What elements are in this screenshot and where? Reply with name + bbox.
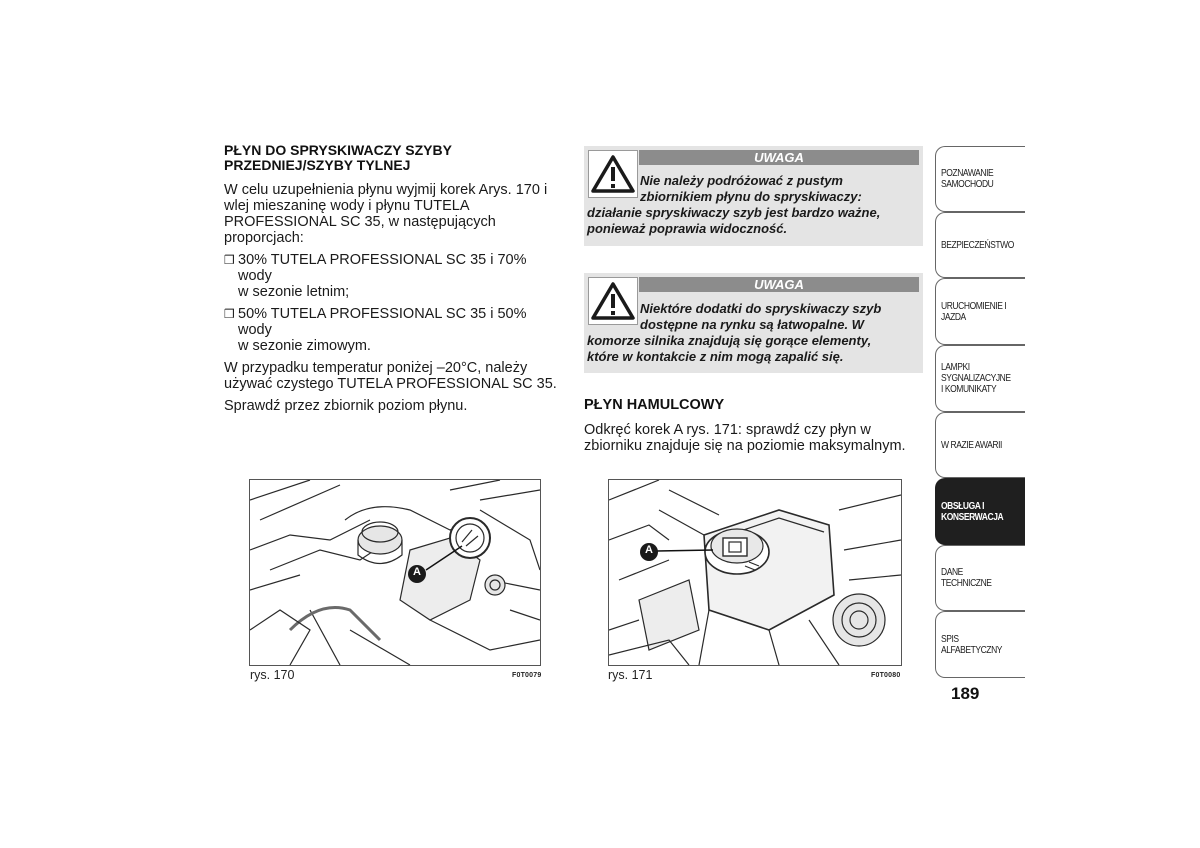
- warning-text-line: Nie należy podróżować z pustym: [640, 173, 843, 188]
- warning-text-line: działanie spryskiwaczy szyb jest bardzo ważne,: [587, 205, 881, 220]
- tab-label: SPIS ALFABETYCZNY: [941, 633, 1003, 656]
- section-heading-washer-fluid: [224, 143, 554, 173]
- warning-box: [584, 273, 923, 373]
- warning-text-line: ponieważ poprawia widoczność.: [587, 221, 788, 236]
- figure-caption: rys. 171: [608, 668, 653, 682]
- warning-text-line: które w kontakcie z nim mogą zapalić się.: [587, 349, 844, 364]
- tab-w-razie-awarii[interactable]: [935, 412, 1025, 478]
- warning-triangle-icon: [588, 150, 638, 198]
- checkbox-bullet-icon: ❒: [224, 307, 235, 321]
- text-line: używać czystego TUTELA PROFESSIONAL SC 35.: [224, 376, 557, 392]
- figure-brake-reservoir: [608, 479, 902, 666]
- warning-text-line: dostępne na rynku są łatwopalne. W: [640, 317, 864, 332]
- tab-poznawanie-samochodu[interactable]: [935, 146, 1025, 212]
- page-number: 189: [951, 684, 980, 703]
- check-paragraph: Sprawdź przez zbiornik poziom płynu.: [224, 398, 468, 414]
- tab-label: LAMPKI SYGNALIZACYJNE I KOMUNIKATY: [941, 362, 1011, 395]
- text-line: W celu uzupełnienia płynu wyjmij korek Arys. 170 i: [224, 182, 548, 198]
- heading-line: PŁYN DO SPRYSKIWACZY SZYBY: [224, 142, 452, 158]
- brake-reservoir-illustration: [609, 480, 901, 665]
- washer-fluid-text: [224, 182, 564, 420]
- callout-marker: A: [645, 544, 653, 556]
- temperature-paragraph: [224, 360, 564, 392]
- tab-label: URUCHOMIENIE I JAZDA: [941, 300, 1007, 323]
- tab-uruchomienie-i-jazda[interactable]: [935, 278, 1025, 345]
- bullet-text: w sezonie letnim;: [238, 284, 350, 300]
- tab-dane-techniczne[interactable]: [935, 545, 1025, 611]
- warning-text-line: zbiornikiem płynu do spryskiwaczy:: [640, 189, 862, 204]
- heading-line: PRZEDNIEJ/SZYBY TYLNEJ: [224, 157, 411, 173]
- warning-text-line: komorze silnika znajdują się gorące elementy,: [587, 333, 872, 348]
- list-item: [224, 252, 564, 300]
- engine-bay-illustration: [250, 480, 540, 665]
- intro-paragraph: [224, 182, 564, 246]
- warning-title: UWAGA: [639, 150, 919, 165]
- warning-title: UWAGA: [639, 277, 919, 292]
- tab-label: BEZPIECZEŃSTWO: [941, 239, 1014, 251]
- text-line: Odkręć korek A rys. 171: sprawdź czy płyn w: [584, 422, 871, 438]
- tab-label: POZNAWANIE SAMOCHODU: [941, 168, 994, 190]
- list-item: [224, 306, 564, 354]
- bullet-text: w sezonie zimowym.: [238, 338, 371, 354]
- figure-caption: rys. 170: [250, 668, 295, 682]
- tab-lampki-sygnalizacyjne[interactable]: [935, 345, 1025, 412]
- text-line: W przypadku temperatur poniżej –20°C, należy: [224, 360, 528, 376]
- tab-bezpieczenstwo[interactable]: [935, 212, 1025, 278]
- checkbox-bullet-icon: ❒: [224, 253, 235, 267]
- text-line: zbiorniku znajduje się na poziomie maksymalnym.: [584, 438, 906, 454]
- bullet-text: 50% TUTELA PROFESSIONAL SC 35 i 50% wody: [238, 306, 527, 338]
- text-line: wlej mieszaninę wody i płynu TUTELA: [224, 198, 470, 214]
- warning-triangle-icon: [588, 277, 638, 325]
- figure-code: F0T0079: [512, 672, 542, 679]
- tab-obsluga-i-konserwacja[interactable]: [935, 478, 1025, 545]
- warning-text-line: Niektóre dodatki do spryskiwaczy szyb: [640, 301, 882, 316]
- tab-label: OBSŁUGA I KONSERWACJA: [941, 500, 1004, 523]
- tab-spis-alfabetyczny[interactable]: [935, 611, 1025, 678]
- text-line: proporcjach:: [224, 230, 304, 246]
- section-heading-brake-fluid: PŁYN HAMULCOWY: [584, 397, 725, 413]
- tab-label: DANE TECHNICZNE: [941, 567, 992, 589]
- figure-code: F0T0080: [871, 672, 901, 679]
- callout-marker: A: [413, 566, 421, 578]
- warning-box: [584, 146, 923, 246]
- tab-label: W RAZIE AWARII: [941, 439, 1002, 451]
- bullet-text: 30% TUTELA PROFESSIONAL SC 35 i 70% wody: [238, 252, 527, 284]
- figure-washer-reservoir: [249, 479, 541, 666]
- text-line: PROFESSIONAL SC 35, w następujących: [224, 214, 496, 230]
- brake-fluid-text: [584, 422, 924, 454]
